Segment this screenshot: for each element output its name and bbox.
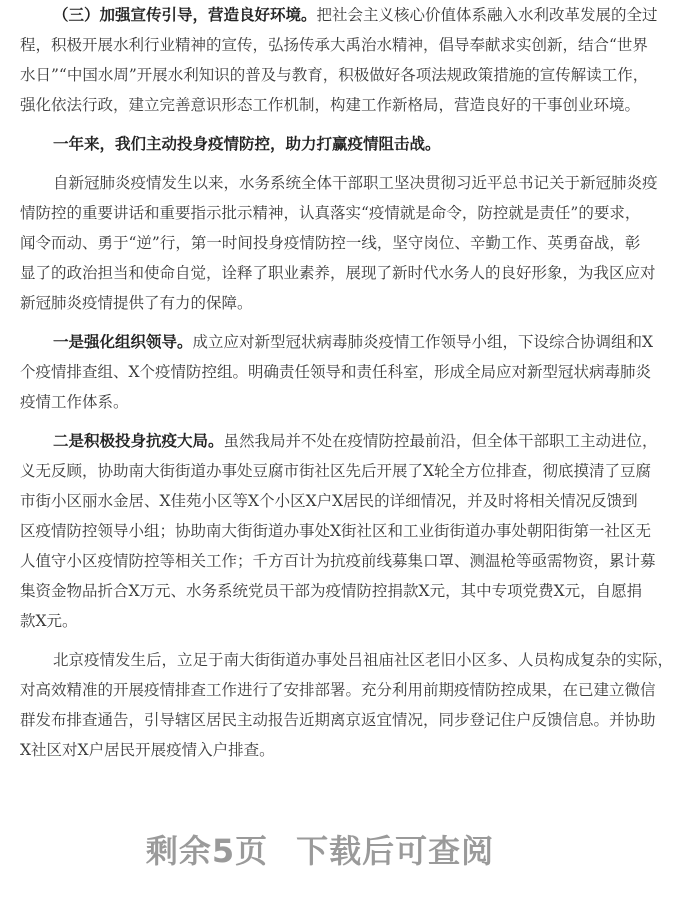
remaining-pages-label: 剩余5页 bbox=[145, 832, 269, 870]
paragraph bbox=[20, 327, 654, 417]
text-line bbox=[20, 168, 658, 198]
line-text: 人值守小区疫情防控等相关工作；千方百计为抗疫前线募集口罩、测温枪等亟需物资，累计募 bbox=[20, 552, 656, 570]
line-text: 个疫情排查组、X个疫情防控组。明确责任领导和责任科室，形成全局应对新型冠状病毒肺炎 bbox=[20, 363, 652, 381]
paragraph bbox=[20, 129, 622, 159]
line-text: 群发布排查通告，引导辖区居民主动报告近期离京返宜情况，同步登记住户反馈信息。并协助 bbox=[20, 711, 656, 729]
line-text: 对高效精准的开展疫情排查工作进行了安排部署。充分利用前期疫情防控成果，在已建立微信 bbox=[20, 681, 656, 699]
text-line bbox=[20, 228, 641, 258]
line-text: 成立应对新型冠状病毒肺炎疫情工作领导小组，下设综合协调组和X bbox=[192, 333, 654, 351]
line-text: 强化依法行政，建立完善意识形态工作机制，构建工作新格局，营造良好的干事创业环境。 bbox=[20, 96, 641, 114]
paragraph bbox=[20, 168, 658, 318]
text-line bbox=[20, 546, 656, 576]
download-to-view-label: 下载后可查阅 bbox=[296, 832, 495, 870]
line-text: 自新冠肺炎疫情发生以来，水务系统全体干部职工坚决贯彻习近平总书记关于新冠肺炎疫 bbox=[53, 174, 658, 192]
line-text: 区疫情防控领导小组；协助南大街街道办事处X街社区和工业街街道办事处朝阳街第一社区无 bbox=[20, 522, 652, 540]
text-line bbox=[20, 675, 656, 705]
text-line bbox=[20, 60, 649, 90]
text-line bbox=[20, 258, 656, 288]
line-text: 疫情工作体系。 bbox=[20, 393, 129, 411]
text-line bbox=[20, 0, 658, 30]
document-page bbox=[20, 0, 673, 774]
text-line bbox=[20, 357, 652, 387]
text-line bbox=[20, 387, 622, 417]
text-line bbox=[20, 456, 652, 486]
text-line bbox=[20, 735, 622, 765]
download-prompt[interactable] bbox=[0, 826, 640, 872]
line-text: 集资金物品折合X万元、水务系统党员干部为疫情防控捐款X元，其中专项党费X元，自愿捐 bbox=[20, 582, 643, 600]
paragraph-heading: 一是强化组织领导。 bbox=[53, 332, 193, 351]
paragraph-heading: 二是积极投身抗疫大局。 bbox=[53, 431, 224, 450]
text-line bbox=[20, 90, 641, 120]
paragraph-heading: 一年来，我们主动投身疫情防控，助力打赢疫情阻击战。 bbox=[53, 134, 441, 153]
line-text: 款X元。 bbox=[20, 612, 78, 630]
paragraph bbox=[20, 426, 658, 636]
paragraph bbox=[20, 0, 658, 120]
text-line bbox=[20, 705, 656, 735]
paragraph bbox=[20, 645, 673, 765]
line-text: 水日”“中国水周”开展水利知识的普及与教育，积极做好各项法规政策措施的宣传解读工作， bbox=[20, 66, 649, 84]
text-line bbox=[20, 327, 654, 357]
text-line bbox=[20, 30, 648, 60]
line-text: 把社会主义核心价值体系融入水利改革发展的全过 bbox=[316, 6, 658, 24]
line-text: 市街小区丽水金居、X佳苑小区等X个小区X户X居民的详细情况，并及时将相关情况反馈到 bbox=[20, 492, 638, 510]
line-text: 新冠肺炎疫情提供了有力的保障。 bbox=[20, 294, 253, 312]
text-line bbox=[20, 576, 643, 606]
text-line bbox=[20, 426, 658, 456]
text-line bbox=[20, 198, 641, 228]
text-line bbox=[20, 288, 622, 318]
line-text: X社区对X户居民开展疫情入户排查。 bbox=[20, 741, 275, 759]
text-line bbox=[20, 516, 652, 546]
line-text: 情防控的重要讲话和重要指示批示精神，认真落实“疫情就是命令，防控就是责任”的要求， bbox=[20, 204, 641, 222]
line-text: 虽然我局并不处在疫情防控最前沿，但全体干部职工主动进位， bbox=[223, 432, 658, 450]
line-text: 显了的政治担当和使命自觉，诠释了职业素养，展现了新时代水务人的良好形象，为我区应对 bbox=[20, 264, 656, 282]
paragraph-heading: （三）加强宣传引导，营造良好环境。 bbox=[53, 5, 317, 24]
line-text: 北京疫情发生后，立足于南大街街道办事处吕祖庙社区老旧小区多、人员构成复杂的实际， bbox=[53, 651, 673, 669]
text-line bbox=[20, 486, 638, 516]
text-line bbox=[20, 606, 622, 636]
line-text: 义无反顾，协助南大街街道办事处豆腐市街社区先后开展了X轮全方位排查，彻底摸清了豆腐 bbox=[20, 462, 652, 480]
line-text: 闻令而动、勇于“逆”行，第一时间投身疫情防控一线，坚守岗位、辛勤工作、英勇奋战，彰 bbox=[20, 234, 641, 252]
text-line bbox=[20, 129, 622, 159]
line-text: 程，积极开展水利行业精神的宣传，弘扬传承大禹治水精神，倡导奉献求实创新，结合“世界 bbox=[20, 36, 648, 54]
text-line bbox=[20, 645, 673, 675]
